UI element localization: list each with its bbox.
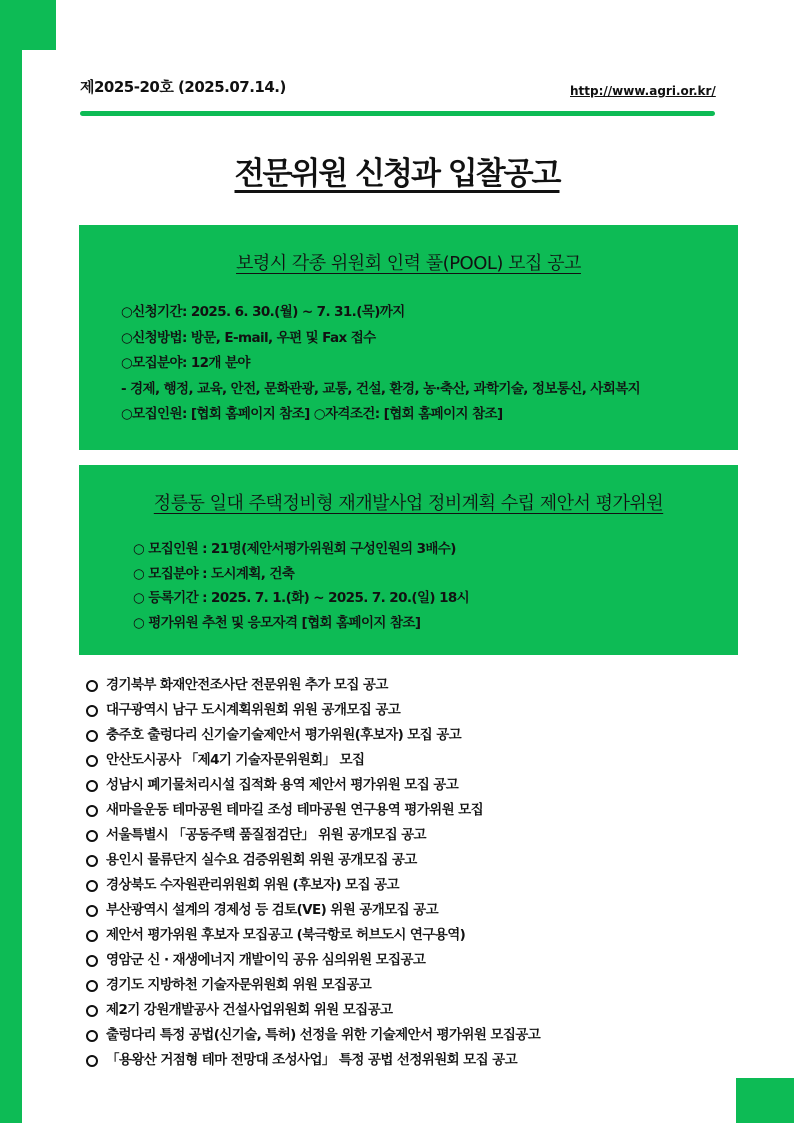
circle-bullet-icon bbox=[86, 905, 98, 917]
box-details bbox=[133, 537, 469, 635]
list-item[interactable]: 대구광역시 남구 도시계획위원회 위원 공개모집 공고 bbox=[86, 698, 540, 723]
circle-bullet-icon bbox=[86, 705, 98, 717]
list-item[interactable]: 충주호 출렁다리 신기술기술제안서 평가위원(후보자) 모집 공고 bbox=[86, 723, 540, 748]
box-details bbox=[121, 300, 640, 428]
detail-line: ○ 평가위원 추천 및 응모자격 [협회 홈페이지 참조] bbox=[133, 614, 421, 631]
list-item[interactable]: 성남시 폐기물처리시설 집적화 용역 제안서 평가위원 모집 공고 bbox=[86, 773, 540, 798]
list-item[interactable]: 제안서 평가위원 후보자 모집공고 (북극항로 허브도시 연구용역) bbox=[86, 923, 540, 948]
detail-line: ○모집분야: 12개 분야 bbox=[121, 355, 250, 371]
circle-bullet-icon bbox=[86, 805, 98, 817]
circle-bullet-icon bbox=[86, 955, 98, 967]
list-item[interactable]: 출렁다리 특정 공법(신기술, 특허) 선정을 위한 기술제안서 평가위원 모집공고 bbox=[86, 1023, 540, 1048]
circle-bullet-icon bbox=[86, 755, 98, 767]
list-item[interactable]: 경기도 지방하천 기술자문위원회 위원 모집공고 bbox=[86, 973, 540, 998]
circle-bullet-icon bbox=[86, 780, 98, 792]
circle-bullet-icon bbox=[86, 930, 98, 942]
list-item[interactable]: 제2기 강원개발공사 건설사업위원회 위원 모집공고 bbox=[86, 998, 540, 1023]
notice-list bbox=[86, 673, 540, 1073]
circle-bullet-icon bbox=[86, 880, 98, 892]
circle-bullet-icon bbox=[86, 1005, 98, 1017]
box-title[interactable]: 보령시 각종 위원회 인력 풀(POOL) 모집 공고 bbox=[236, 253, 581, 274]
list-item[interactable]: 경기북부 화재안전조사단 전문위원 추가 모집 공고 bbox=[86, 673, 540, 698]
circle-bullet-icon bbox=[86, 855, 98, 867]
list-item[interactable]: 영암군 신 · 재생에너지 개발이익 공유 심의위원 모집공고 bbox=[86, 948, 540, 973]
circle-bullet-icon bbox=[86, 980, 98, 992]
list-item[interactable]: 경상북도 수자원관리위원회 위원 (후보자) 모집 공고 bbox=[86, 873, 540, 898]
detail-line: ○ 모집분야 : 도시계획, 건축 bbox=[133, 565, 295, 582]
announcement-box-boryeong bbox=[79, 225, 738, 450]
detail-line: ○ 등록기간 : 2025. 7. 1.(화) ~ 2025. 7. 20.(일) 18시 bbox=[133, 590, 470, 606]
circle-bullet-icon bbox=[86, 830, 98, 842]
website-link[interactable]: http://www.agri.or.kr/ bbox=[570, 84, 716, 98]
announcement-box-jeongneung bbox=[79, 465, 738, 655]
circle-bullet-icon bbox=[86, 1030, 98, 1042]
circle-bullet-icon bbox=[86, 1055, 98, 1067]
list-item[interactable]: 「용왕산 거점형 테마 전망대 조성사업」 특정 공법 선정위원회 모집 공고 bbox=[86, 1048, 540, 1073]
circle-bullet-icon bbox=[86, 730, 98, 742]
list-item[interactable]: 안산도시공사 「제4기 기술자문위원회」 모집 bbox=[86, 748, 540, 773]
list-item[interactable]: 용인시 물류단지 실수요 검증위원회 위원 공개모집 공고 bbox=[86, 848, 540, 873]
top-left-accent-block bbox=[0, 0, 56, 50]
circle-bullet-icon bbox=[86, 680, 98, 692]
page-title: 전문위원 신청과 입찰공고 bbox=[234, 156, 560, 192]
detail-line: ○모집인원: [협회 홈페이지 참조] ○자격조건: [협회 홈페이지 참조] bbox=[121, 406, 503, 422]
list-item[interactable]: 서울특별시 「공동주택 품질점검단」 위원 공개모집 공고 bbox=[86, 823, 540, 848]
detail-line: ○ 모집인원 : 21명(제안서평가위원회 구성인원의 3배수) bbox=[133, 541, 456, 557]
detail-line: - 경제, 행정, 교육, 안전, 문화관광, 교통, 건설, 환경, 농·축산, 과학기술, 정보통신, 사회복지 bbox=[121, 380, 641, 397]
detail-line: ○신청방법: 방문, E-mail, 우편 및 Fax 접수 bbox=[121, 329, 376, 346]
issue-number: 제2025-20호 (2025.07.14.) bbox=[80, 78, 286, 96]
list-item[interactable]: 새마을운동 테마공원 테마길 조성 테마공원 연구용역 평가위원 모집 bbox=[86, 798, 540, 823]
detail-line: ○신청기간: 2025. 6. 30.(월) ~ 7. 31.(목)까지 bbox=[121, 304, 405, 320]
header-divider bbox=[80, 111, 715, 116]
box-title[interactable]: 정릉동 일대 주택정비형 재개발사업 정비계획 수립 제안서 평가위원 bbox=[153, 493, 664, 514]
list-item[interactable]: 부산광역시 설계의 경제성 등 검토(VE) 위원 공개모집 공고 bbox=[86, 898, 540, 923]
bottom-right-accent-block bbox=[736, 1078, 794, 1123]
